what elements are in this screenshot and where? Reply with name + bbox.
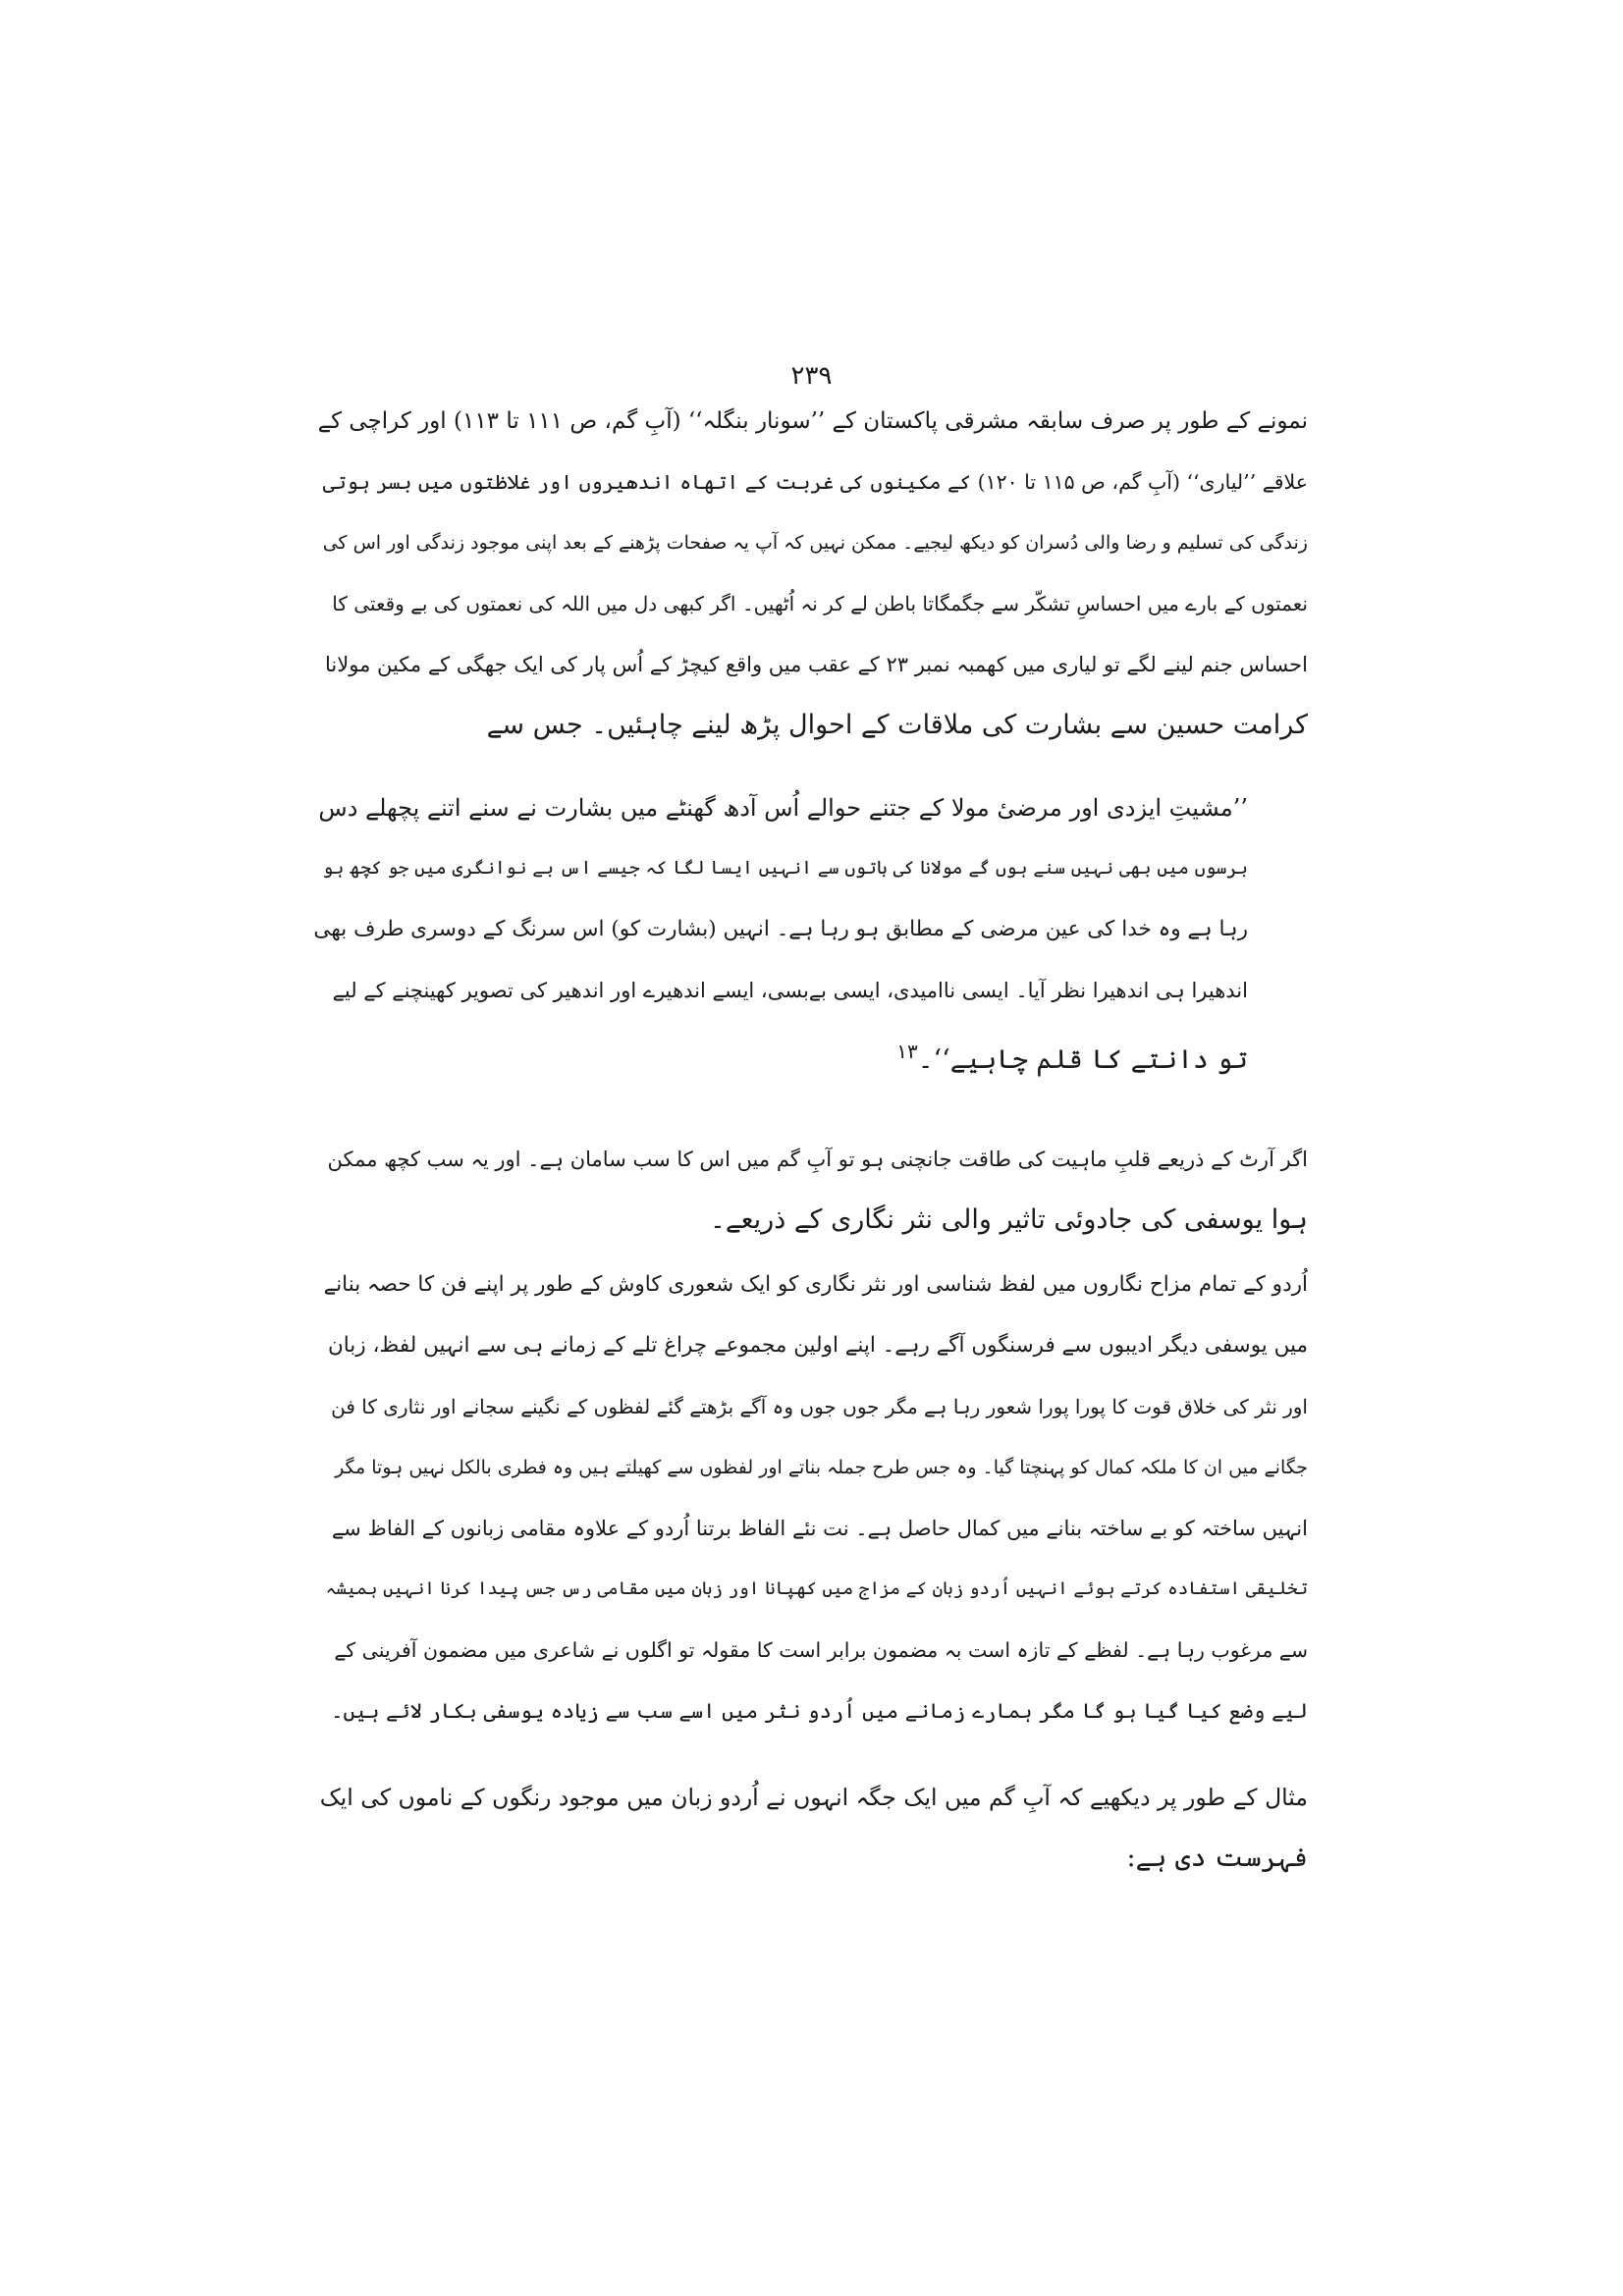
text-line: اور نثر کی خلاق قوت کا پورا پورا شعور رہا ہے مگر جوں جوں وہ آگے بڑھتے گئے لفظوں کے نگینے سجانے اور نثاری کا فن: [331, 1395, 1308, 1418]
paragraph-intro: [314, 391, 1308, 756]
text-line: سے مرغوب رہا ہے۔ لفظے کے تازہ است بہ مضمون برابر است کا مقولہ تو اگلوں نے شاعری میں مضمون آفرینی کے: [334, 1638, 1308, 1662]
quote-line: اندھیرا ہی اندھیرا نظر آیا۔ ایسی ناامیدی، ایسی بےبسی، ایسے اندھیرے اور اندھیر کی تصویر کھینچنے کے لیے: [332, 979, 1248, 1002]
text-line: نمونے کے طور پر صرف سابقہ مشرقی پاکستان کے ’’سونار بنگلہ‘‘ (آبِ گم، ص ۱۱۱ تا ۱۱۳) اور کراچی کے: [317, 408, 1308, 434]
quote-line-text: تو دانتے کا قلم چاہیے‘‘۔: [917, 1044, 1248, 1075]
text-line: علاقے ’’لیاری‘‘ (آبِ گم، ص ۱۱۵ تا ۱۲۰) کے مکینوں کی غربت کے اتھاہ اندھیروں اور غلاظتوں میں بسر ہوتی: [322, 470, 1308, 494]
text-line: جگانے میں ان کا ملکہ کمال کو پہنچتا گیا۔ وہ جس طرح جملہ بناتے اور لفظوں سے کھیلتے ہیں وہ فطری بالکل نہیں ہوتا مگر: [335, 1457, 1308, 1478]
text-line: زندگی کی تسلیم و رضا والی دُسران کو دیکھ لیجیے۔ ممکن نہیں کہ آپ یہ صفحات پڑھنے کے بعد اپنی موجود زندگی اور اس کی: [322, 532, 1308, 554]
paragraph-art: [314, 1129, 1308, 1251]
text-line: فہرست دی ہے:: [1126, 1842, 1308, 1873]
text-line: لیے وضع کیا گیا ہو گا مگر ہمارے زمانے میں اُردو نثر میں اسے سب سے زیادہ یوسفی بکار لائے ہیں۔: [331, 1699, 1308, 1723]
text-line: نعمتوں کے بارے میں احساسِ تشکّر سے جگمگاتا باطن لے کر نہ اُٹھیں۔ اگر کبھی دل میں اللہ کی نعمتوں کی بے وقعتی کا: [332, 592, 1308, 615]
text-line: ہوا یوسفی کی جادوئی تاثیر والی نثر نگاری کے ذریعے۔: [710, 1204, 1308, 1235]
quote-line: [313, 1021, 1248, 1082]
footnote-marker: ۱۳: [896, 1040, 918, 1063]
text-line: میں یوسفی دیگر ادیبوں سے فرسنگوں آگے رہے۔ اپنے اولین مجموعے چراغ تلے کے زمانے ہی سے انہیں لفظ، زبان: [327, 1333, 1308, 1358]
block-quote: [313, 777, 1248, 1082]
text-line: اگر آرٹ کے ذریعے قلبِ ماہیت کی طاقت جانچنی ہو تو آبِ گم میں اس کا سب سامان ہے۔ اور یہ سب کچھ ممکن: [327, 1148, 1308, 1171]
text-line: احساس جنم لینے لگے تو لیاری میں کھمبہ نمبر ۲۳ کے عقب میں واقع کیچڑ کے اُس پار کی ایک جھگی کے مکین مولانا: [325, 653, 1308, 676]
quote-line: رہا ہے وہ خدا کی عین مرضی کے مطابق ہو رہا ہے۔ انہیں (بشارت کو) اس سرنگ کے دوسری طرف بھی: [313, 917, 1248, 941]
paragraph-example: [314, 1767, 1308, 1889]
paragraph-humorists: [314, 1255, 1308, 1741]
text-line: تخلیقی استفادہ کرتے ہوئے انہیں اُردو زبان کے مزاج میں کھپانا اور زبان میں مقامی رس جس پیدا کرنا انہیں ہمیشہ: [325, 1578, 1308, 1599]
text-line: انہیں ساختہ کو بے ساختہ بنانے میں کمال حاصل ہے۔ نت نئے الفاظ برتنا اُردو کے علاوہ مقامی زبانوں کے الفاظ سے: [331, 1517, 1308, 1540]
page-number: ۲۳۹: [790, 361, 833, 391]
quote-line: ’’مشیتِ ایزدی اور مرضیٔ مولا کے جتنے حوالے اُس آدھ گھنٹے میں بشارت نے سنے اتنے پچھلے دس: [318, 794, 1248, 822]
quote-line: برسوں میں بھی نہیں سنے ہوں گے مولانا کی باتوں سے انہیں ایسا لگا کہ جیسے اس بے نوانگری میں جو کچھ ہو: [322, 858, 1248, 879]
text-line: اُردو کے تمام مزاح نگاروں میں لفظ شناسی اور نثر نگاری کو ایک شعوری کاوش کے طور پر اپنے فن کا حصہ بنانے: [323, 1272, 1308, 1297]
text-line: کرامت حسین سے بشارت کی ملاقات کے احوال پڑھ لینے چاہئیں۔ جس سے: [486, 710, 1308, 740]
text-line: مثال کے طور پر دیکھیے کہ آبِ گم میں ایک جگہ انہوں نے اُردو زبان میں موجود رنگوں کے ناموں کی ایک: [319, 1784, 1308, 1811]
